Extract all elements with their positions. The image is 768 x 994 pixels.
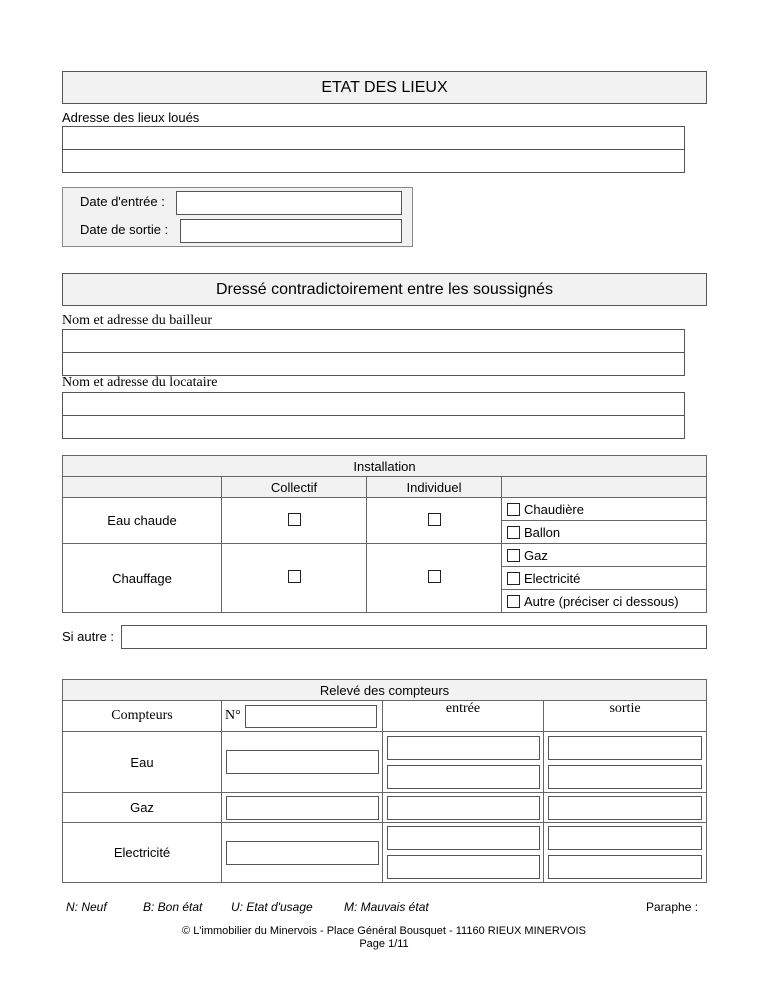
option-autre[interactable] (502, 590, 706, 612)
eau-entree-field-1[interactable] (387, 736, 540, 760)
autre-checkbox[interactable] (507, 595, 520, 608)
col-no: N° (225, 708, 241, 723)
tenant-line-1[interactable] (62, 392, 685, 416)
chauffage-individuel-checkbox[interactable] (428, 570, 441, 583)
tenant-label: Nom et adresse du locataire (62, 375, 218, 390)
eau-chaude-individuel-checkbox[interactable] (428, 513, 441, 526)
parties-heading: Dressé contradictoirement entre les soussignés (215, 281, 554, 298)
entry-date-field[interactable] (176, 191, 402, 215)
eau-entree-field-2[interactable] (387, 765, 540, 789)
electricite-number-field[interactable] (226, 841, 379, 865)
legend-neuf: N: Neuf (66, 900, 107, 914)
col-sortie: sortie (544, 701, 707, 732)
ballon-checkbox[interactable] (507, 526, 520, 539)
electricite-entree-field-1[interactable] (387, 826, 540, 850)
legend-etat-usage: U: Etat d'usage (231, 900, 313, 914)
option-electricite[interactable] (502, 567, 706, 590)
option-gaz-label: Gaz (524, 547, 548, 563)
electricite-checkbox[interactable] (507, 572, 520, 585)
paraphe-label: Paraphe : (646, 900, 699, 914)
entry-date-label: Date d'entrée : (80, 194, 165, 209)
col-compteurs: Compteurs (63, 701, 222, 732)
option-ballon[interactable] (502, 521, 706, 543)
col-collectif: Collectif (222, 477, 367, 498)
landlord-label: Nom et adresse du bailleur (62, 313, 213, 328)
chauffage-collectif-checkbox[interactable] (288, 570, 301, 583)
address-line-2[interactable] (62, 149, 685, 173)
row-eau-chaude: Eau chaude (63, 498, 222, 544)
exit-date-label: Date de sortie : (80, 222, 169, 237)
legend-mauvais-etat: M: Mauvais état (344, 900, 429, 914)
meter-row-electricite: Electricité (63, 823, 222, 883)
meter-number-header-field[interactable] (245, 705, 377, 728)
gaz-sortie-field[interactable] (548, 796, 702, 820)
installation-title: Installation (63, 456, 707, 477)
landlord-line-2[interactable] (62, 352, 685, 376)
gaz-checkbox[interactable] (507, 549, 520, 562)
row-chauffage: Chauffage (63, 544, 222, 613)
eau-number-field[interactable] (226, 750, 379, 774)
option-electricite-label: Electricité (524, 570, 581, 586)
document-title: ETAT DES LIEUX (321, 79, 448, 96)
parties-heading-box (62, 273, 707, 306)
electricite-entree-field-2[interactable] (387, 855, 540, 879)
installation-table (62, 455, 707, 613)
option-gaz[interactable] (502, 544, 706, 567)
col-entree: entrée (383, 701, 544, 732)
eau-chaude-collectif-checkbox[interactable] (288, 513, 301, 526)
landlord-line-1[interactable] (62, 329, 685, 353)
exit-date-field[interactable] (180, 219, 402, 243)
address-label: Adresse des lieux loués (62, 110, 200, 125)
gaz-number-field[interactable] (226, 796, 379, 820)
other-field[interactable] (121, 625, 707, 649)
option-chaudiere[interactable] (502, 498, 706, 521)
electricite-sortie-field-2[interactable] (548, 855, 702, 879)
chaudiere-checkbox[interactable] (507, 503, 520, 516)
meter-row-eau: Eau (63, 732, 222, 793)
meters-title: Relevé des compteurs (63, 680, 707, 701)
option-autre-label: Autre (préciser ci dessous) (524, 593, 679, 609)
option-chaudiere-label: Chaudière (524, 501, 584, 517)
eau-sortie-field-2[interactable] (548, 765, 702, 789)
footer-page: Page 1/11 (359, 938, 409, 950)
tenant-line-2[interactable] (62, 415, 685, 439)
col-individuel: Individuel (367, 477, 502, 498)
option-ballon-label: Ballon (524, 524, 561, 540)
electricite-sortie-field-1[interactable] (548, 826, 702, 850)
legend-bon-etat: B: Bon état (143, 900, 203, 914)
installation-blank-header (63, 477, 222, 498)
other-label: Si autre : (62, 629, 115, 644)
document-title-box (62, 71, 707, 104)
address-line-1[interactable] (62, 126, 685, 150)
meters-table (62, 679, 707, 883)
eau-sortie-field-1[interactable] (548, 736, 702, 760)
footer-company: © L'immobilier du Minervois - Place Général Bousquet - 11160 RIEUX MINERVOIS (182, 925, 586, 937)
gaz-entree-field[interactable] (387, 796, 540, 820)
meter-row-gaz: Gaz (63, 793, 222, 823)
options-blank-header (502, 477, 707, 498)
